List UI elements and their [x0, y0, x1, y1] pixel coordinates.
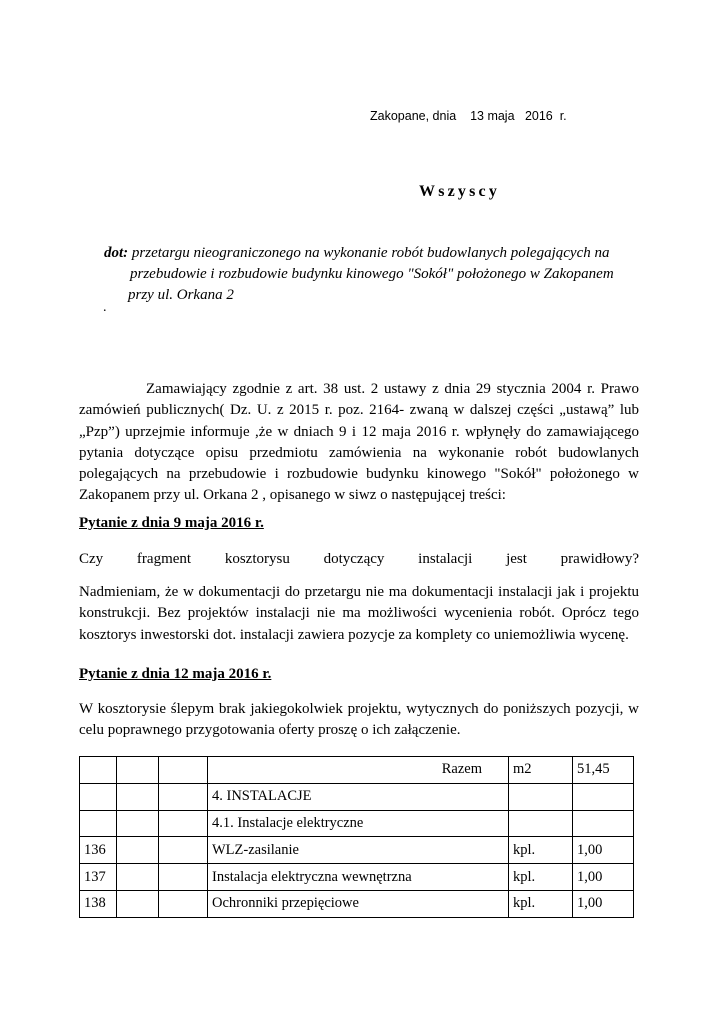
table-cell-description: Razem [208, 757, 509, 784]
table-cell-description: 4. INSTALACJE [208, 783, 509, 810]
table-row [80, 837, 634, 864]
table-cell-quantity [573, 810, 634, 837]
table-cell-quantity [573, 783, 634, 810]
table-cell [159, 890, 208, 917]
question-2-title: Pytanie z dnia 12 maja 2016 r. [79, 666, 272, 682]
table-cell-number [80, 757, 117, 784]
table-cell-number: 137 [80, 864, 117, 891]
table-cell [117, 837, 159, 864]
table-cell [117, 890, 159, 917]
question-1-text: Czy fragment kosztorysu dotyczący instalacji jest prawidłowy? [79, 551, 639, 567]
table-cell [159, 757, 208, 784]
table-row [80, 864, 634, 891]
table-cell-description: WLZ-zasilanie [208, 837, 509, 864]
table-cell-quantity: 1,00 [573, 864, 634, 891]
table-cell-number: 136 [80, 837, 117, 864]
table-cell [159, 783, 208, 810]
intro-paragraph: Zamawiający zgodnie z art. 38 ust. 2 ustawy z dnia 29 stycznia 2004 r. Prawo zamówień publicznych( Dz. U. z 2015 r. poz. 2164- zwaną w dalszej części „ustawą” lub „Pzp”) uprzejmie informuje ,że w dniach 9 i 12 maja 2016 r. wpłynęły do zamawiającego pytania dotyczące opisu przedmiotu zamówienia na wykonanie robót budowlanych polegających na przebudowie i rozbudowie budynku kinowego "Sokół" położonego w Zakopanem przy ul. Orkana 2 , opisanego w siwz o następującej treści: [79, 381, 639, 504]
table-row [80, 810, 634, 837]
table-cell-unit: m2 [509, 757, 573, 784]
table-cell [159, 837, 208, 864]
table-cell-unit: kpl. [509, 864, 573, 891]
subject-line-2: przebudowie i rozbudowie budynku kinowego "Sokół" położonego w Zakopanem [130, 266, 614, 282]
table-cell-quantity: 51,45 [573, 757, 634, 784]
cost-estimate-table [79, 756, 634, 918]
table-cell-number [80, 810, 117, 837]
trailing-period: . [103, 300, 107, 315]
subject-label: dot: [104, 245, 129, 261]
table-cell-description: Instalacja elektryczna wewnętrzna [208, 864, 509, 891]
table-cell [117, 864, 159, 891]
table-row [80, 890, 634, 917]
table-cell [159, 864, 208, 891]
table-cell [117, 810, 159, 837]
subject-line-1: przetargu nieograniczonego na wykonanie robót budowlanych polegających na [128, 245, 610, 261]
question-1-title: Pytanie z dnia 9 maja 2016 r. [79, 515, 264, 531]
document-date: Zakopane, dnia 13 maja 2016 r. [370, 109, 567, 123]
table-cell-quantity: 1,00 [573, 837, 634, 864]
table-cell-description: Ochronniki przepięciowe [208, 890, 509, 917]
table-cell-unit [509, 810, 573, 837]
table-cell-quantity: 1,00 [573, 890, 634, 917]
table-cell [159, 810, 208, 837]
table-cell-description: 4.1. Instalacje elektryczne [208, 810, 509, 837]
question-2-text: W kosztorysie ślepym brak jakiegokolwiek projektu, wytycznych do poniższych pozycji, w celu poprawnego przygotowania oferty proszę o ich załączenie. [79, 701, 639, 739]
table-cell-unit [509, 783, 573, 810]
table-cell-unit: kpl. [509, 837, 573, 864]
subject-line-3: przy ul. Orkana 2 [128, 287, 234, 303]
table-cell-unit: kpl. [509, 890, 573, 917]
table-cell [117, 757, 159, 784]
table-cell-number [80, 783, 117, 810]
subject-block [104, 243, 614, 303]
table-row [80, 757, 634, 784]
table-cell [117, 783, 159, 810]
table-row [80, 783, 634, 810]
question-1-details: Nadmieniam, że w dokumentacji do przetargu nie ma dokumentacji instalacji jak i projektu konstrukcji. Bez projektów instalacji nie ma możliwości wycenienia robót. Oprócz tego kosztorys inwestorski dot. instalacji zawiera pozycje za komplety co uniemożliwia wycenę. [79, 584, 639, 643]
table-cell-number: 138 [80, 890, 117, 917]
recipient: Wszyscy [419, 183, 501, 200]
